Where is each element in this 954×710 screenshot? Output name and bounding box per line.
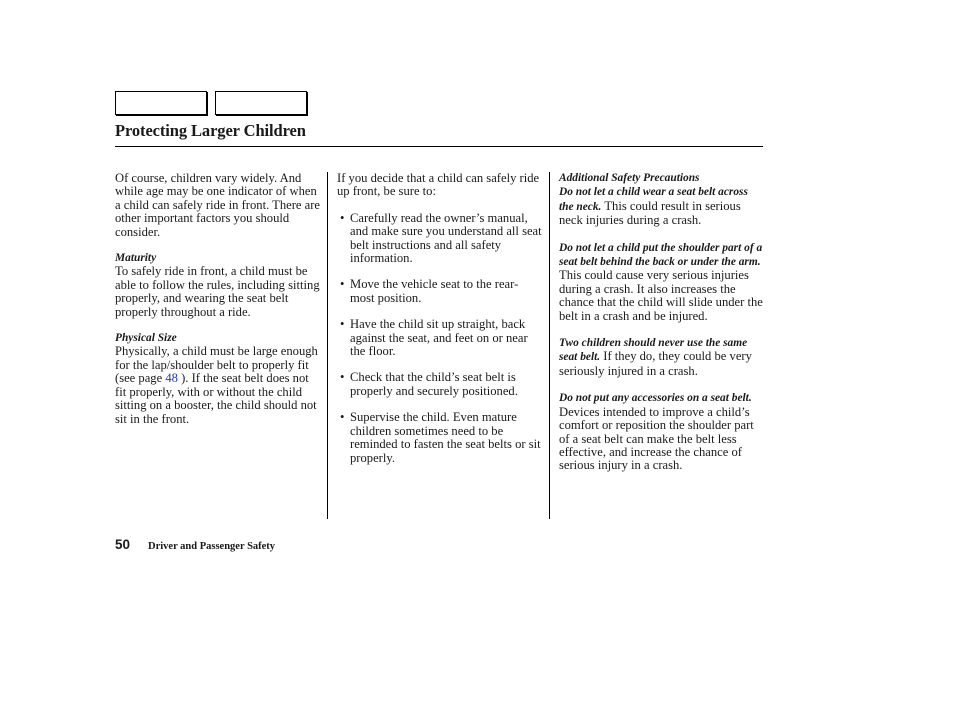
precaution-lead: Do not put any accessories on a seat belt. — [559, 392, 752, 405]
physical-size-paragraph — [115, 345, 321, 425]
checklist-item: • Supervise the child. Even mature children sometimes need to be reminded to fasten the seat belts or sit properly. — [337, 411, 542, 465]
column-middle — [337, 172, 542, 478]
checklist-item: • Move the vehicle seat to the rear-most position. — [337, 278, 542, 305]
page-48-link[interactable]: 48 — [165, 371, 178, 386]
checklist — [337, 212, 542, 465]
precaution-item — [559, 336, 763, 378]
checklist-intro: If you decide that a child can safely ride up front, be sure to: — [337, 171, 540, 199]
precaution-text: Devices intended to improve a child’s comfort or reposition the shoulder part of a seat belt can make the belt less effective, and increase the chance of serious injury in a crash. — [559, 404, 754, 473]
nav-button-2[interactable] — [215, 91, 307, 115]
physical-size-heading: Physical Size — [115, 332, 177, 345]
precaution-item — [559, 241, 763, 323]
column-right — [559, 172, 763, 473]
precaution-item — [559, 391, 763, 472]
section-name: Driver and Passenger Safety — [148, 541, 276, 552]
precaution-text: If they do, they could be very seriously injured in a crash. — [559, 349, 752, 378]
intro-paragraph: Of course, children vary widely. And while age may be one indicator of when a child can safely ride in front. There are other important factors you should consider. — [115, 171, 321, 239]
maturity-heading: Maturity — [115, 252, 157, 265]
physical-size-text-after: ). If the seat belt does not fit properly, with or without the child sitting on a booster, the child should not sit in the front. — [115, 371, 317, 426]
precaution-lead: Do not let a child wear a seat belt across the neck. — [559, 186, 748, 213]
precautions-heading: Additional Safety Precautions — [559, 172, 700, 184]
precaution-lead: Do not let a child put the shoulder part of a seat belt behind the back or under the arm. — [559, 241, 763, 269]
checklist-item: • Have the child sit up straight, back against the seat, and feet on or near the floor. — [337, 318, 542, 358]
precaution-text: This could result in serious neck injuries during a crash. — [559, 198, 741, 228]
checklist-item: • Check that the child’s seat belt is properly and securely positioned. — [337, 371, 542, 398]
precaution-item — [559, 185, 763, 227]
column-left — [115, 172, 321, 426]
column-divider-1 — [327, 172, 328, 519]
precaution-lead: Two children should never use the same seat belt. — [559, 337, 748, 364]
maturity-paragraph: To safely ride in front, a child must be able to follow the rules, including sitting properly, and wearing the seat belt properly throughout a ride. — [115, 264, 320, 319]
column-divider-2 — [549, 172, 550, 519]
checklist-item: • Carefully read the owner’s manual, and make sure you understand all seat belt instructions and all safety information. — [337, 212, 542, 266]
title-divider — [115, 146, 763, 147]
physical-size-text-before: Physically, a child must be large enough for the lap/shoulder belt to properly fit (see page — [115, 344, 318, 386]
page-number: 50 — [115, 537, 131, 552]
nav-button-1[interactable] — [115, 91, 207, 115]
page-title: Protecting Larger Children — [115, 121, 306, 140]
precaution-text: This could cause very serious injuries during a crash. It also increases the chance that the child will slide under the belt in a crash and be injured. — [559, 268, 763, 323]
